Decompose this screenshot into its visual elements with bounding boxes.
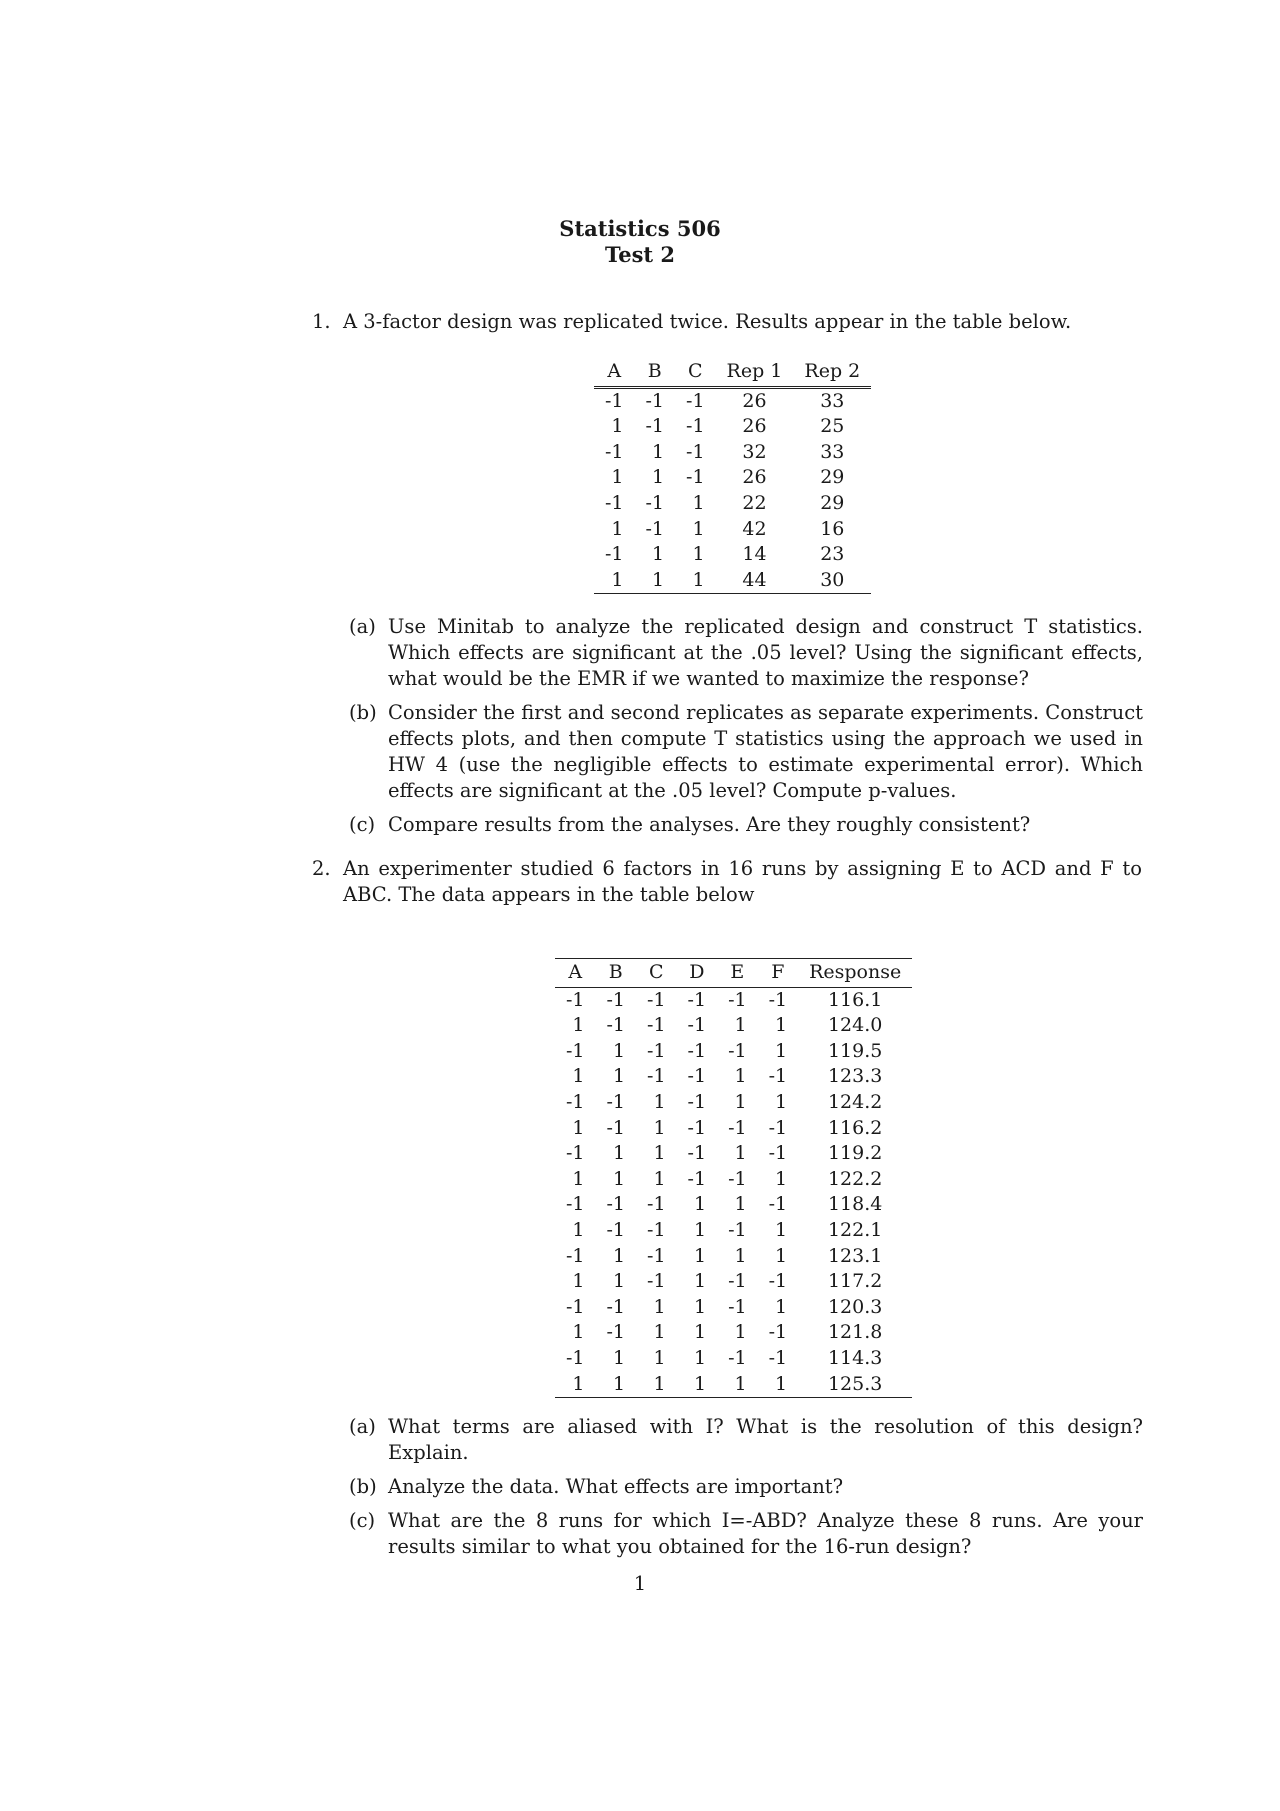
column-header: C: [649, 961, 664, 983]
table-cell: 1: [653, 1372, 666, 1395]
table-cell: 26: [742, 389, 767, 412]
page-number: 1: [633, 1572, 647, 1595]
table-row: [555, 1320, 912, 1346]
table-row: [555, 1372, 912, 1398]
table-cell: 1: [653, 1142, 666, 1165]
table-cell: 1: [612, 1346, 626, 1369]
table-cell: -1: [647, 1244, 666, 1267]
table-cell: 122.2: [827, 1167, 883, 1190]
table-cell: 1: [651, 440, 665, 463]
table-cell: 1: [693, 1295, 707, 1318]
column-header: E: [730, 961, 745, 983]
table-cell: 1: [572, 1270, 585, 1293]
column-header: A: [568, 961, 583, 983]
table-cell: 1: [734, 1142, 747, 1165]
table-cell: 120.3: [827, 1295, 883, 1318]
table-row: [555, 1244, 912, 1270]
column-header: A: [607, 360, 622, 382]
table-cell: -1: [606, 1218, 626, 1241]
table-cell: 117.2: [827, 1270, 883, 1293]
column-header: D: [689, 961, 705, 983]
table-cell: 1: [653, 1116, 666, 1139]
part-label: (b): [349, 701, 377, 724]
part-label: (c): [349, 813, 376, 836]
table-cell: 114.3: [827, 1346, 883, 1369]
table-cell: 1: [651, 568, 665, 591]
column-header: B: [647, 360, 662, 382]
table-cell: -1: [645, 491, 665, 514]
table-cell: 121.8: [827, 1321, 883, 1344]
table-cell: -1: [566, 1295, 585, 1318]
column-header: Rep 1: [726, 360, 783, 382]
question-2-parts: [349, 1414, 1143, 1568]
table-row: [555, 1295, 912, 1321]
table-cell: 1: [693, 1244, 707, 1267]
table-cell: -1: [645, 415, 665, 438]
table-cell: -1: [647, 1065, 666, 1088]
table-cell: 1: [693, 1270, 707, 1293]
table-cell: -1: [606, 988, 626, 1011]
table-row: [555, 1218, 912, 1244]
table-row: [555, 1192, 912, 1218]
table-cell: -1: [687, 988, 707, 1011]
part-text: Consider the first and second replicates as separate experiments. Construct effects plots, and then compute T statistics using the approach we used in HW 4 (use the negligible effects to estimate experimental error). Which effects are significant at the .05 level? Compute p-values.: [388, 701, 1143, 802]
table-cell: 124.2: [827, 1090, 883, 1113]
table-cell: 1: [775, 1218, 788, 1241]
table-cell: 1: [572, 1116, 585, 1139]
question-2-text: An experimenter studied 6 factors in 16 runs by assigning E to ACD and F to ABC. The data appears in the table below: [343, 857, 1142, 906]
table-row: [555, 1090, 912, 1116]
table-cell: -1: [687, 1039, 707, 1062]
table-cell: 1: [653, 1167, 666, 1190]
table-cell: 1: [572, 1167, 585, 1190]
table-cell: 1: [692, 491, 705, 514]
table-cell: 1: [775, 1244, 788, 1267]
table-cell: 44: [742, 568, 767, 591]
table-cell: -1: [687, 1142, 707, 1165]
column-header: Rep 2: [804, 360, 861, 382]
table-row: [594, 542, 871, 568]
table-cell: -1: [606, 1116, 626, 1139]
table-cell: 1: [612, 1039, 626, 1062]
table-cell: -1: [687, 1116, 707, 1139]
question-2: [312, 856, 1142, 908]
table-cell: 29: [820, 466, 845, 489]
table-cell: 14: [742, 543, 767, 566]
table-header-row: [555, 959, 912, 988]
table-cell: -1: [768, 1321, 788, 1344]
table-cell: 1: [611, 517, 624, 540]
table-cell: 1: [653, 1346, 666, 1369]
table-cell: 1: [734, 1193, 747, 1216]
table-cell: -1: [566, 1346, 585, 1369]
course-title: Statistics 506: [559, 216, 721, 241]
question-2-number: 2.: [312, 857, 331, 880]
table-cell: 1: [734, 1321, 747, 1344]
table-cell: -1: [606, 1014, 626, 1037]
part-label: (c): [349, 1509, 376, 1532]
table-cell: 42: [742, 517, 767, 540]
table-cell: -1: [605, 389, 624, 412]
table-cell: -1: [566, 1142, 585, 1165]
table-cell: -1: [647, 1218, 666, 1241]
table-cell: -1: [606, 1090, 626, 1113]
table-cell: 32: [742, 440, 767, 463]
table-cell: -1: [605, 440, 624, 463]
table-cell: -1: [728, 1218, 747, 1241]
question-1-part-c: [349, 812, 1143, 838]
table-row: [555, 1116, 912, 1142]
table-cell: -1: [768, 1116, 788, 1139]
table-cell: 1: [651, 543, 665, 566]
part-text: Use Minitab to analyze the replicated design and construct T statistics. Which effects are significant at the .05 level? Using the significant effects, what would be the EMR if we wanted to maximize the response?: [388, 615, 1143, 690]
table-cell: -1: [647, 1039, 666, 1062]
table-row: [594, 465, 871, 491]
table-row: [594, 491, 871, 517]
table-cell: 1: [775, 1167, 788, 1190]
table-cell: 1: [734, 1090, 747, 1113]
table-cell: -1: [605, 543, 624, 566]
table-cell: 1: [693, 1193, 707, 1216]
table-cell: 1: [653, 1321, 666, 1344]
table-cell: 1: [775, 1295, 788, 1318]
table-cell: 30: [820, 568, 845, 591]
part-label: (a): [349, 615, 376, 638]
table-cell: -1: [687, 1090, 707, 1113]
table-cell: 1: [653, 1295, 666, 1318]
table-cell: 1: [692, 517, 705, 540]
table-cell: 125.3: [827, 1372, 883, 1395]
table-cell: 1: [775, 1090, 788, 1113]
table-row: [555, 1141, 912, 1167]
table-cell: 1: [572, 1321, 585, 1344]
table-cell: 1: [693, 1372, 707, 1395]
table-cell: 1: [734, 1244, 747, 1267]
table-cell: 1: [692, 543, 705, 566]
table-cell: -1: [566, 1090, 585, 1113]
table-cell: 1: [775, 1014, 788, 1037]
table-row: [555, 1039, 912, 1065]
table-cell: 1: [611, 568, 624, 591]
table-cell: -1: [647, 988, 666, 1011]
table-cell: -1: [566, 1244, 585, 1267]
table-cell: 116.1: [827, 988, 883, 1011]
table-cell: -1: [647, 1014, 666, 1037]
part-label: (b): [349, 1475, 377, 1498]
table-cell: 33: [820, 440, 845, 463]
question-1-table: [594, 358, 871, 594]
table-cell: -1: [728, 1270, 747, 1293]
table-cell: -1: [606, 1321, 626, 1344]
table-cell: -1: [686, 466, 705, 489]
table-cell: 1: [734, 1065, 747, 1088]
part-text: Analyze the data. What effects are important?: [388, 1475, 844, 1498]
table-cell: -1: [687, 1014, 707, 1037]
table-cell: 1: [612, 1167, 626, 1190]
question-1-text: A 3-factor design was replicated twice. Results appear in the table below.: [343, 310, 1072, 333]
table-cell: -1: [606, 1193, 626, 1216]
table-cell: -1: [728, 1295, 747, 1318]
table-cell: 33: [820, 389, 845, 412]
table-cell: 1: [612, 1270, 626, 1293]
table-cell: 1: [653, 1090, 666, 1113]
question-1-number: 1.: [312, 310, 331, 333]
table-cell: 1: [572, 1065, 585, 1088]
table-row: [594, 414, 871, 440]
table-cell: 119.2: [827, 1142, 883, 1165]
table-row: [594, 387, 871, 414]
table-cell: 1: [693, 1321, 707, 1344]
table-cell: -1: [645, 517, 665, 540]
table-cell: 123.1: [827, 1244, 883, 1267]
table-row: [555, 1167, 912, 1193]
table-cell: -1: [768, 1270, 788, 1293]
question-2-part-c: [349, 1508, 1143, 1560]
table-cell: 123.3: [827, 1065, 883, 1088]
page-title: [0, 216, 1280, 268]
part-text: What are the 8 runs for which I=-ABD? Analyze these 8 runs. Are your results similar to what you obtained for the 16-run design?: [388, 1509, 1143, 1558]
table-cell: -1: [686, 440, 705, 463]
part-text: Compare results from the analyses. Are they roughly consistent?: [388, 813, 1031, 836]
table-cell: -1: [768, 1346, 788, 1369]
table-cell: 122.1: [827, 1218, 883, 1241]
table-cell: 26: [742, 466, 767, 489]
table-cell: 1: [775, 1039, 788, 1062]
table-row: [594, 440, 871, 466]
table-cell: -1: [566, 1039, 585, 1062]
table-row: [594, 568, 871, 594]
table-cell: -1: [647, 1270, 666, 1293]
table-cell: 1: [734, 1014, 747, 1037]
table-cell: 1: [611, 415, 624, 438]
table-cell: -1: [768, 1193, 788, 1216]
part-label: (a): [349, 1415, 376, 1438]
table-cell: -1: [768, 988, 788, 1011]
table-cell: -1: [647, 1193, 666, 1216]
table-cell: -1: [645, 389, 665, 412]
table-cell: 29: [820, 491, 845, 514]
test-title: Test 2: [604, 242, 676, 267]
table-cell: 16: [820, 517, 845, 540]
table-cell: 1: [611, 466, 624, 489]
table-cell: 1: [612, 1065, 626, 1088]
table-row: [594, 517, 871, 543]
table-cell: 22: [742, 491, 767, 514]
table-cell: 1: [572, 1218, 585, 1241]
table-cell: -1: [566, 1193, 585, 1216]
table-cell: 1: [693, 1218, 707, 1241]
column-header: B: [608, 961, 623, 983]
table-cell: -1: [768, 1142, 788, 1165]
question-2-part-a: [349, 1414, 1143, 1466]
question-1-part-a: [349, 614, 1143, 692]
table-row: [555, 1346, 912, 1372]
table-row: [555, 987, 912, 1013]
table-cell: -1: [687, 1167, 707, 1190]
table-cell: -1: [687, 1065, 707, 1088]
table-cell: 1: [775, 1372, 788, 1395]
column-header: Response: [809, 961, 902, 983]
table-cell: 1: [612, 1244, 626, 1267]
table-cell: -1: [566, 988, 585, 1011]
column-header: C: [688, 360, 703, 382]
question-1: [312, 309, 1142, 335]
table-row: [555, 1013, 912, 1039]
table-cell: 1: [612, 1372, 626, 1395]
table-cell: -1: [606, 1295, 626, 1318]
table-cell: -1: [728, 1116, 747, 1139]
table-row: [555, 1064, 912, 1090]
table-cell: 1: [612, 1142, 626, 1165]
table-cell: 124.0: [827, 1014, 883, 1037]
table-cell: -1: [728, 988, 747, 1011]
table-cell: -1: [728, 1346, 747, 1369]
table-header-row: [594, 358, 871, 387]
table-cell: 1: [693, 1346, 707, 1369]
question-1-part-b: [349, 700, 1143, 804]
table-cell: -1: [728, 1039, 747, 1062]
table-cell: -1: [728, 1167, 747, 1190]
table-cell: 23: [820, 543, 845, 566]
table-cell: 1: [651, 466, 665, 489]
table-cell: -1: [686, 415, 705, 438]
table-cell: 1: [692, 568, 705, 591]
table-cell: 119.5: [827, 1039, 883, 1062]
table-cell: 116.2: [827, 1116, 883, 1139]
table-cell: 118.4: [827, 1193, 883, 1216]
part-text: What terms are aliased with I? What is the resolution of this design? Explain.: [388, 1415, 1143, 1464]
table-cell: -1: [605, 491, 624, 514]
table-cell: 1: [572, 1372, 585, 1395]
table-cell: 1: [572, 1014, 585, 1037]
table-cell: -1: [768, 1065, 788, 1088]
table-cell: 25: [820, 415, 845, 438]
table-cell: -1: [686, 389, 705, 412]
question-2-table: [555, 958, 912, 1398]
question-2-part-b: [349, 1474, 1143, 1500]
column-header: F: [771, 961, 785, 983]
table-row: [555, 1269, 912, 1295]
question-1-parts: [349, 614, 1143, 846]
table-cell: 1: [734, 1372, 747, 1395]
table-cell: 26: [742, 415, 767, 438]
